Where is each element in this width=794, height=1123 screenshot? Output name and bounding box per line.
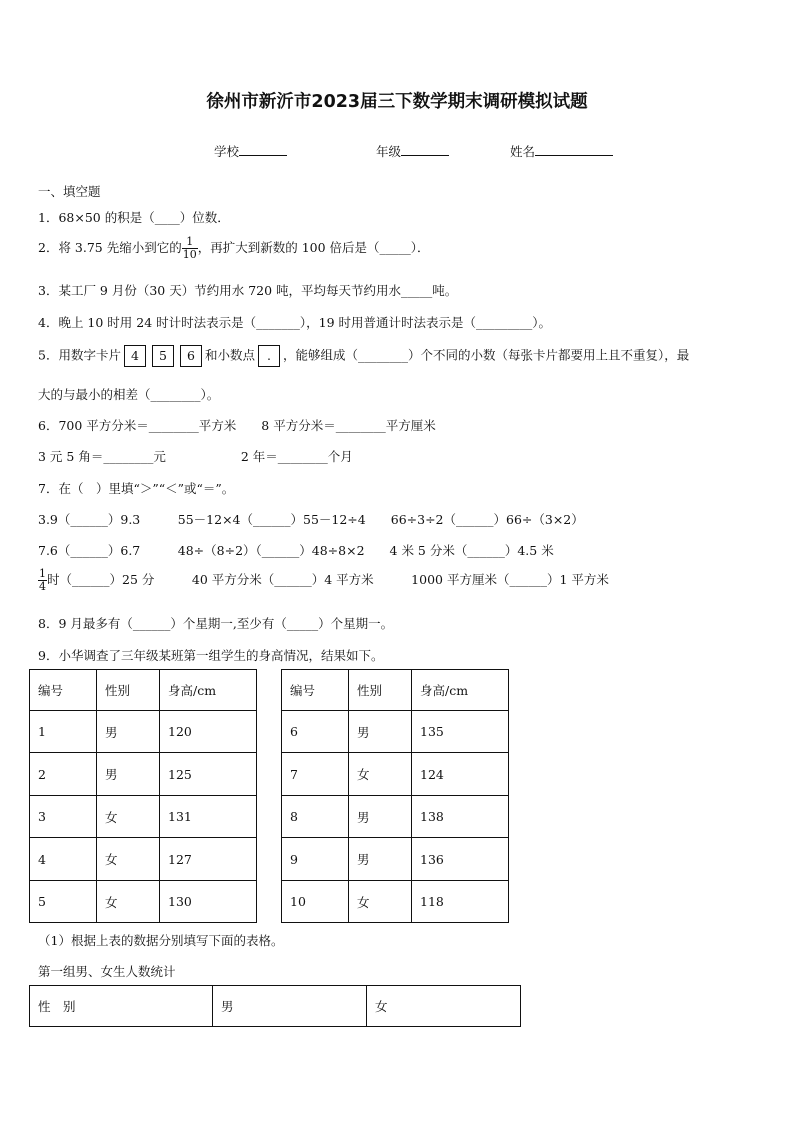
header-cell: 身高/cm — [160, 670, 257, 711]
table-cell: 136 — [412, 838, 509, 881]
name-field[interactable] — [510, 142, 613, 160]
question-7-row2: 7.6（______）6.7 48÷（8÷2）（______）48÷8×2 4 米 5 分米（______）4.5 米 — [38, 543, 554, 558]
table-header-row — [30, 670, 257, 711]
grade-field[interactable] — [376, 142, 449, 160]
table-row — [282, 796, 509, 838]
stat-table-title: 第一组男、女生人数统计 — [38, 964, 176, 979]
fraction-denominator: 4 — [39, 580, 46, 593]
question-5 — [38, 345, 689, 367]
table-cell: 5 — [30, 881, 97, 923]
grade-blank[interactable] — [401, 143, 449, 156]
name-blank[interactable] — [535, 143, 613, 156]
table-cell: 男 — [349, 838, 412, 881]
question-2 — [38, 236, 430, 261]
question-3: 3．某工厂 9 月份（30 天）节约用水 720 吨，平均每天节约用水_____吨。 — [38, 283, 458, 298]
table-cell: 4 — [30, 838, 97, 881]
school-blank[interactable] — [239, 143, 287, 156]
question-1: 1．68×50 的积是（____）位数． — [38, 210, 230, 225]
header-cell: 编号 — [282, 670, 349, 711]
table-row — [30, 753, 257, 796]
table-row — [30, 796, 257, 838]
fraction — [182, 236, 198, 261]
q5-mid: 和小数点 — [204, 347, 255, 363]
table-cell: 女 — [97, 796, 160, 838]
table-cell: 1 — [30, 711, 97, 753]
header-cell: 性别 — [349, 670, 412, 711]
table-cell: 性 别 — [30, 986, 213, 1027]
fraction — [38, 568, 47, 593]
q2-after: ，再扩大到新数的 100 倍后是（_____）． — [197, 240, 430, 255]
table-cell: 女 — [367, 986, 521, 1027]
gender-count-table — [29, 985, 521, 1027]
table-cell: 2 — [30, 753, 97, 796]
table-header-row — [282, 670, 509, 711]
table-cell: 130 — [160, 881, 257, 923]
question-9: 9．小华调查了三年级某班第一组学生的身高情况，结果如下。 — [38, 648, 384, 663]
table-row — [30, 711, 257, 753]
grade-label: 年级 — [376, 144, 402, 159]
table-cell: 7 — [282, 753, 349, 796]
q7-row3-text: 时（______）25 分 40 平方分米（______）4 平方米 1000 平方厘米（______）1 平方米 — [47, 572, 609, 587]
table-cell: 男 — [349, 796, 412, 838]
digit-card: 6 — [180, 345, 202, 367]
table-row — [30, 986, 521, 1027]
table-cell: 男 — [97, 711, 160, 753]
table-row — [282, 711, 509, 753]
q5-before: 5．用数字卡片 — [38, 347, 121, 363]
table-cell: 118 — [412, 881, 509, 923]
school-field[interactable] — [214, 142, 287, 160]
table-cell: 男 — [97, 753, 160, 796]
fraction-numerator: 1 — [182, 236, 198, 249]
table-cell: 3 — [30, 796, 97, 838]
height-table-right — [281, 669, 509, 923]
table-row — [282, 881, 509, 923]
table-cell: 女 — [97, 881, 160, 923]
digit-card: 4 — [124, 345, 146, 367]
question-6-line1: 6．700 平方分米＝________平方米 8 平方分米＝________平方厘米 — [38, 418, 436, 433]
table-cell: 女 — [349, 753, 412, 796]
question-7-intro: 7．在（ ）里填“＞”“＜”或“＝”。 — [38, 481, 235, 496]
table-row — [282, 838, 509, 881]
question-5-line2: 大的与最小的相差（________）。 — [38, 387, 220, 402]
table-cell: 127 — [160, 838, 257, 881]
table-row — [30, 881, 257, 923]
table-cell: 男 — [213, 986, 367, 1027]
q5-after: ，能够组成（________）个不同的小数（每张卡片都要用上且不重复），最 — [282, 347, 690, 363]
school-label: 学校 — [214, 144, 240, 159]
section-heading: 一、填空题 — [38, 184, 101, 199]
table-cell: 8 — [282, 796, 349, 838]
table-row — [30, 838, 257, 881]
question-4: 4．晚上 10 时用 24 时计时法表示是（_______），19 时用普通计时法表示是（_________）。 — [38, 315, 552, 330]
question-9-sub1: （1）根据上表的数据分别填写下面的表格。 — [38, 933, 284, 948]
page-title: 徐州市新沂市2023届三下数学期末调研模拟试题 — [206, 92, 588, 112]
header-cell: 编号 — [30, 670, 97, 711]
question-7-row3 — [38, 568, 609, 593]
table-cell: 120 — [160, 711, 257, 753]
table-cell: 9 — [282, 838, 349, 881]
fraction-denominator: 10 — [182, 248, 197, 261]
decimal-point-card: . — [258, 345, 280, 367]
name-label: 姓名 — [510, 144, 536, 159]
table-cell: 135 — [412, 711, 509, 753]
digit-card: 5 — [152, 345, 174, 367]
table-cell: 女 — [349, 881, 412, 923]
table-row — [282, 753, 509, 796]
table-cell: 女 — [97, 838, 160, 881]
table-cell: 124 — [412, 753, 509, 796]
header-cell: 性别 — [97, 670, 160, 711]
fraction-numerator: 1 — [39, 567, 46, 580]
height-table-left — [29, 669, 257, 923]
header-cell: 身高/cm — [412, 670, 509, 711]
q2-before: 2．将 3.75 先缩小到它的 — [38, 240, 182, 255]
table-cell: 6 — [282, 711, 349, 753]
table-cell: 138 — [412, 796, 509, 838]
table-cell: 男 — [349, 711, 412, 753]
table-cell: 125 — [160, 753, 257, 796]
table-cell: 10 — [282, 881, 349, 923]
table-cell: 131 — [160, 796, 257, 838]
question-6-line2: 3 元 5 角＝________元 2 年＝________个月 — [38, 449, 353, 464]
question-8: 8．9 月最多有（______）个星期一,至少有（_____）个星期一。 — [38, 616, 394, 631]
question-7-row1: 3.9（______）9.3 55－12×4（______）55－12÷4 66÷3÷2（______）66÷（3×2） — [38, 512, 584, 527]
